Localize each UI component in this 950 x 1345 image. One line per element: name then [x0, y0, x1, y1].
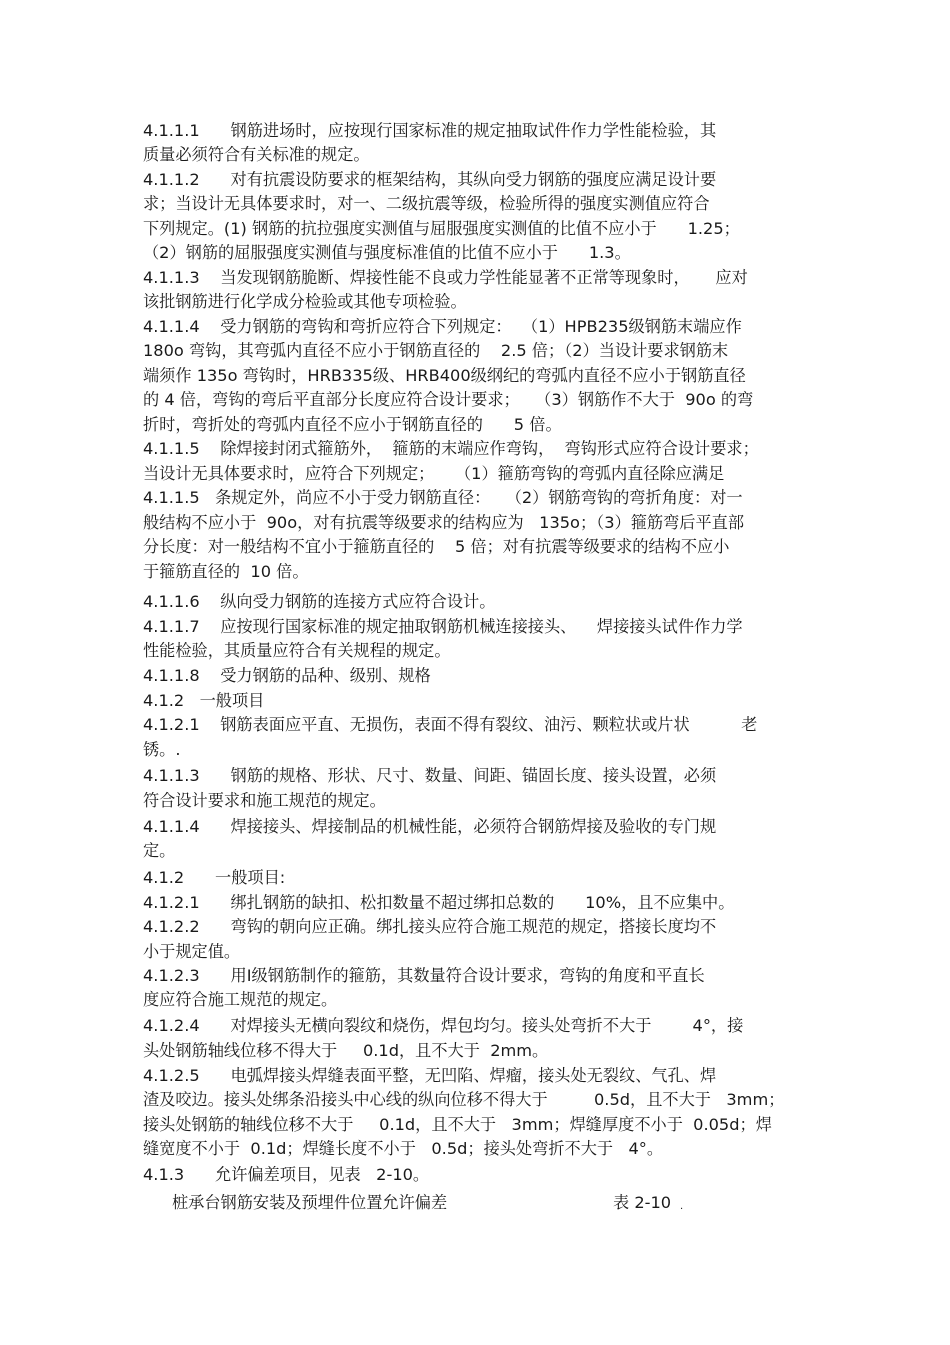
text-line: 接头处钢筋的轴线位移不大于 0.1d，且不大于 3mm；焊缝厚度不小于 0.05d；焊	[143, 1115, 772, 1134]
text-line: 头处钢筋轴线位移不得大于 0.1d，且不大于 2mm。	[143, 1041, 549, 1060]
text-line: 4.1.1.8 受力钢筋的品种、级别、规格	[143, 666, 431, 685]
text-line: 4.1.2.4 对焊接头无横向裂纹和烧伤，焊包均匀。接头处弯折不大于 4°，接	[143, 1016, 744, 1035]
text-line: 4.1.1.3 当发现钢筋脆断、焊接性能不良或力学性能显著不正常等现象时， 应对	[143, 268, 748, 287]
text-line: 4.1.2 一般项目	[143, 691, 265, 710]
text-line: 4.1.2.1 绑扎钢筋的缺扣、松扣数量不超过绑扣总数的 10%，且不应集中。	[143, 893, 735, 912]
text-line: 4.1.1.7 应按现行国家标准的规定抽取钢筋机械连接接头、 焊接接头试件作力学	[143, 617, 743, 636]
text-line: 折时，弯折处的弯弧内直径不应小于钢筋直径的 5 倍。	[143, 415, 562, 434]
text-line: 180o 弯钩，其弯弧内直径不应小于钢筋直径的 2.5 倍；（2）当设计要求钢筋末	[143, 341, 729, 360]
text-line: 4.1.1.3 钢筋的规格、形状、尺寸、数量、间距、锚固长度、接头设置，必须	[143, 766, 717, 785]
text-line: 求；当设计无具体要求时，对一、二级抗震等级，检验所得的强度实测值应符合	[143, 194, 710, 213]
text-line: 4.1.2.2 弯钩的朝向应正确。绑扎接头应符合施工规范的规定，搭接长度均不	[143, 917, 717, 936]
text-line: （2）钢筋的屈服强度实测值与强度标准值的比值不应小于 1.3。	[143, 243, 631, 262]
text-line: 渣及咬边。接头处绑条沿接头中心线的纵向位移不得大于 0.5d，且不大于 3mm；	[143, 1090, 785, 1109]
text-line: 的 4 倍，弯钩的弯后平直部分长度应符合设计要求； （3）钢筋作不大于 90o 的弯	[143, 390, 754, 409]
text-line: 4.1.1.4 焊接接头、焊接制品的机械性能，必须符合钢筋焊接及验收的专门规	[143, 817, 717, 836]
table-dot: .	[680, 1201, 684, 1212]
text-line: 性能检验，其质量应符合有关规程的规定。	[143, 641, 451, 660]
text-line: 4.1.1.4 受力钢筋的弯钩和弯折应符合下列规定： （1）HPB235级钢筋末端应作	[143, 317, 742, 336]
text-line: 4.1.1.5 除焊接封闭式箍筋外， 箍筋的末端应作弯钩， 弯钩形式应符合设计要求；	[143, 439, 759, 458]
text-line: 于箍筋直径的 10 倍。	[143, 562, 309, 581]
text-line: 4.1.2 一般项目:	[143, 868, 286, 887]
text-line: 锈。.	[143, 740, 181, 759]
text-line: 符合设计要求和施工规范的规定。	[143, 791, 386, 810]
text-line: 分长度：对一般结构不宜小于箍筋直径的 5 倍；对有抗震等级要求的结构不应小	[143, 537, 730, 556]
text-line: 4.1.2.5 电弧焊接头焊缝表面平整，无凹陷、焊瘤，接头处无裂纹、气孔、焊	[143, 1066, 717, 1085]
text-line: 4.1.1.2 对有抗震设防要求的框架结构，其纵向受力钢筋的强度应满足设计要	[143, 170, 717, 189]
text-line: 该批钢筋进行化学成分检验或其他专项检验。	[143, 292, 467, 311]
text-line: 4.1.2.3 用Ⅰ级钢筋制作的箍筋，其数量符合设计要求，弯钩的角度和平直长	[143, 966, 705, 985]
text-line: 当设计无具体要求时，应符合下列规定； （1）箍筋弯钩的弯弧内直径除应满足	[143, 464, 725, 483]
text-line: 下列规定。(1) 钢筋的抗拉强度实测值与屈服强度实测值的比值不应小于 1.25；	[143, 219, 740, 238]
text-line: 度应符合施工规范的规定。	[143, 990, 338, 1009]
text-line: 质量必须符合有关标准的规定。	[143, 145, 370, 164]
text-line: 端须作 135o 弯钩时，HRB335级、HRB400级纲纪的弯弧内直径不应小于钢筋直径	[143, 366, 746, 385]
text-line: 4.1.3 允许偏差项目，见表 2-10。	[143, 1165, 430, 1184]
text-line: 般结构不应小于 90o，对有抗震等级要求的结构应为 135o；（3）箍筋弯后平直部	[143, 513, 745, 532]
text-line: 4.1.1.5 条规定外，尚应不小于受力钢筋直径： （2）钢筋弯钩的弯折角度：对一	[143, 488, 743, 507]
text-line: 4.1.1.6 纵向受力钢筋的连接方式应符合设计。	[143, 592, 496, 611]
table-caption: 桩承台钢筋安装及预埋件位置允许偏差	[172, 1193, 448, 1212]
text-line: 定。	[143, 841, 176, 860]
text-line: 4.1.2.1 钢筋表面应平直、无损伤，表面不得有裂纹、油污、颗粒状或片状 老	[143, 715, 758, 734]
text-line: 4.1.1.1 钢筋进场时，应按现行国家标准的规定抽取试件作力学性能检验，其	[143, 121, 717, 140]
text-line: 小于规定值。	[143, 942, 241, 961]
table-number: 表 2-10	[613, 1193, 672, 1212]
text-line: 缝宽度不小于 0.1d；焊缝长度不小于 0.5d；接头处弯折不大于 4°。	[143, 1139, 664, 1158]
